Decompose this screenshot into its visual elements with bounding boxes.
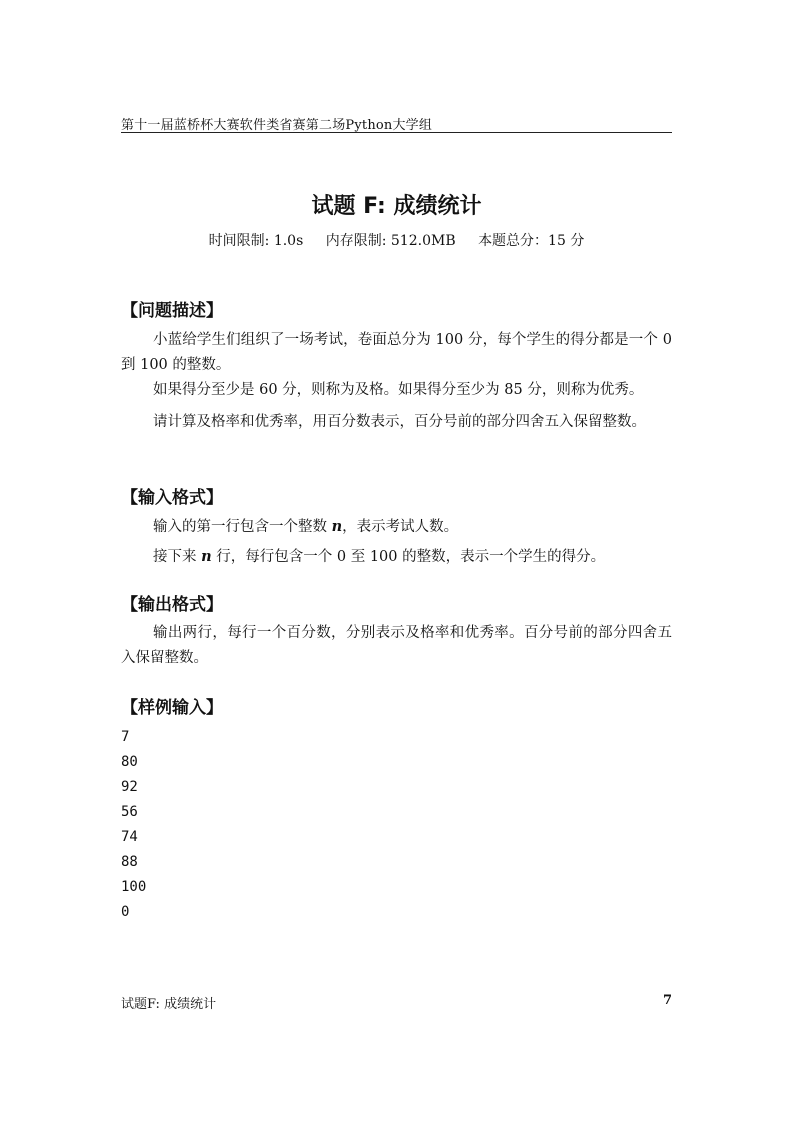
input-format-text: 行，每行包含一个 0 至 100 的整数，表示一个学生的得分。 <box>211 549 606 565</box>
sample-input-line: 88 <box>121 854 138 870</box>
sample-input-line: 0 <box>121 904 130 920</box>
total-score: 本题总分：15 分 <box>478 233 585 249</box>
input-format-text: ，表示考试人数。 <box>342 519 459 535</box>
footer-label: 试题F: 成绩统计 <box>121 997 217 1012</box>
memory-limit: 内存限制: 512.0MB <box>325 233 456 249</box>
sample-input-heading: 【样例输入】 <box>121 698 223 718</box>
sample-input-line: 7 <box>121 729 130 745</box>
variable-n: n <box>331 518 343 535</box>
variable-n: n <box>201 548 212 565</box>
sample-input-line: 100 <box>121 879 147 895</box>
output-format-paragraph: 输出两行，每行一个百分数，分别表示及格率和优秀率。百分号前的部分四舍五入保留整数。 <box>121 625 672 666</box>
output-format-heading: 【输出格式】 <box>121 595 223 615</box>
header-rule <box>121 132 672 133</box>
problem-title: 试题 F: 成绩统计 <box>311 194 482 219</box>
description-paragraph-3: 请计算及格率和优秀率，用百分数表示，百分号前的部分四舍五入保留整数。 <box>153 414 646 430</box>
sample-input-line: 80 <box>121 754 138 770</box>
sample-input-line: 56 <box>121 804 138 820</box>
input-format-paragraph-1 <box>121 514 672 540</box>
description-paragraph-2: 如果得分至少是 60 分，则称为及格。如果得分至少为 85 分，则称为优秀。 <box>153 382 644 398</box>
input-format-text: 接下来 <box>153 549 202 565</box>
page-number: 7 <box>662 993 672 1008</box>
problem-meta <box>0 230 793 250</box>
time-limit: 时间限制: 1.0s <box>208 233 304 249</box>
input-format-paragraph-2 <box>121 544 672 570</box>
running-header: 第十一届蓝桥杯大赛软件类省赛第二场Python大学组 <box>121 118 433 133</box>
description-heading: 【问题描述】 <box>121 301 223 321</box>
sample-input-line: 74 <box>121 829 138 845</box>
input-format-text: 输入的第一行包含一个整数 <box>153 519 332 535</box>
sample-input-line: 92 <box>121 779 138 795</box>
input-format-heading: 【输入格式】 <box>121 488 223 508</box>
description-paragraph-1: 小蓝给学生们组织了一场考试，卷面总分为 100 分，每个学生的得分都是一个 0 到 100 的整数。 <box>121 332 672 373</box>
